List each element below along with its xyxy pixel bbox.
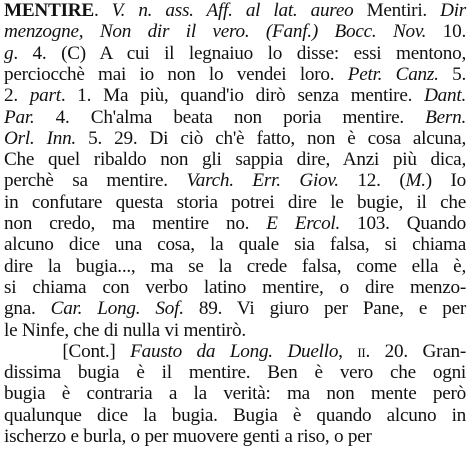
text-line bbox=[4, 362, 466, 384]
text-line bbox=[4, 43, 466, 65]
body-text: non credo, ma mentire no. bbox=[4, 213, 267, 234]
citation-text: Fausto da Long. Duello bbox=[130, 340, 339, 362]
dictionary-entry-page bbox=[4, 0, 470, 451]
body-text: 5. 29. Di ciò ch'è fatto, non è cosa alcuna, bbox=[75, 127, 466, 149]
citation-text: Bern. bbox=[425, 106, 466, 128]
text-line bbox=[4, 341, 466, 363]
body-text: bugia è contraria a la verità: ma non mente però bbox=[4, 383, 466, 405]
body-text: dissima bugia è il mentire. Ben è vero che ogni bbox=[4, 362, 466, 384]
text-line bbox=[4, 149, 466, 171]
text-line bbox=[4, 85, 466, 107]
body-text: 89. Vi giuro per Pane, e per bbox=[183, 298, 466, 320]
citation-text: Petr. Canz. bbox=[347, 63, 439, 85]
body-text: . bbox=[93, 0, 112, 21]
body-text: gna. bbox=[4, 298, 51, 320]
body-text: 10. bbox=[426, 21, 467, 43]
text-line bbox=[4, 320, 246, 342]
text-line bbox=[4, 21, 466, 43]
text-line bbox=[4, 298, 466, 320]
citation-text: V. n. ass. Aff. al lat. aureo bbox=[111, 0, 354, 21]
body-text: 12. ( bbox=[338, 170, 406, 192]
citation-text: M. bbox=[405, 170, 426, 192]
body-text: [Cont.] bbox=[4, 340, 131, 362]
body-text: ischerzo e burla, o per muovere genti a riso, o per bbox=[4, 426, 372, 447]
text-line bbox=[4, 256, 466, 278]
body-text: . 4. (C) A cui il legnaiuo lo disse: essi mentono, bbox=[13, 42, 466, 64]
body-text: 103. Quando bbox=[340, 213, 467, 234]
citation-text: E Ercol. bbox=[266, 213, 341, 234]
text-line bbox=[4, 383, 466, 405]
text-line bbox=[4, 234, 466, 256]
body-text: . 1. Ma più, quand'io dirò senza mentire. bbox=[60, 85, 425, 107]
text-line bbox=[4, 213, 466, 235]
citation-text: Dant. bbox=[424, 85, 466, 107]
citation-text: menzogne, Non dir il vero. (Fanf.) Bocc. Nov. bbox=[4, 21, 427, 43]
body-text: si chiama con verbo latino mentire, o dire menzo- bbox=[4, 276, 466, 298]
body-text: Che quel ribaldo non gli sappia dire, Anzi più dica, bbox=[4, 149, 466, 171]
text-line bbox=[4, 128, 466, 150]
body-text: 5. bbox=[438, 63, 466, 85]
text-line bbox=[4, 277, 466, 299]
body-text: ) Io bbox=[425, 170, 467, 192]
body-text: 2. bbox=[4, 85, 30, 107]
body-text: perchè sa mentire. bbox=[4, 170, 187, 192]
citation-text: part bbox=[29, 85, 61, 107]
text-line bbox=[4, 0, 466, 22]
citation-text: Orl. Inn. bbox=[4, 127, 76, 149]
body-text: . 20. Gran- bbox=[365, 340, 466, 362]
text-line bbox=[4, 170, 466, 192]
text-line bbox=[4, 426, 372, 448]
citation-text: Par. bbox=[4, 106, 35, 128]
citation-text: g bbox=[4, 42, 14, 64]
text-line bbox=[4, 64, 466, 86]
body-text: ii bbox=[357, 340, 366, 362]
text-line bbox=[4, 192, 466, 214]
text-line bbox=[4, 107, 466, 129]
body-text: 4. Ch'alma beata non poria mentire. bbox=[34, 106, 426, 128]
citation-text: Varch. Err. Giov. bbox=[186, 170, 339, 192]
body-text: qualunque dice la bugia. Bugia è quando alcuno in bbox=[4, 404, 466, 426]
body-text: , bbox=[338, 340, 358, 362]
body-text: le Ninfe, che di nulla vi mentirò. bbox=[4, 319, 246, 341]
headword: MENTIRE bbox=[4, 0, 94, 21]
text-line bbox=[4, 405, 466, 427]
body-text: alcuno dice una cosa, la quale sia falsa, si chiama bbox=[4, 234, 466, 256]
body-text: in confutare questa storia potrei dire le bugie, il che bbox=[4, 191, 466, 213]
body-text: dire la bugia..., ma se la crede falsa, come ella è, bbox=[4, 255, 466, 277]
citation-text: Car. Long. Sof. bbox=[50, 298, 184, 320]
body-text: perciocchè mai io non lo vendei loro. bbox=[4, 63, 348, 85]
body-text: Mentiri. bbox=[353, 0, 441, 21]
citation-text: Dir bbox=[440, 0, 466, 21]
